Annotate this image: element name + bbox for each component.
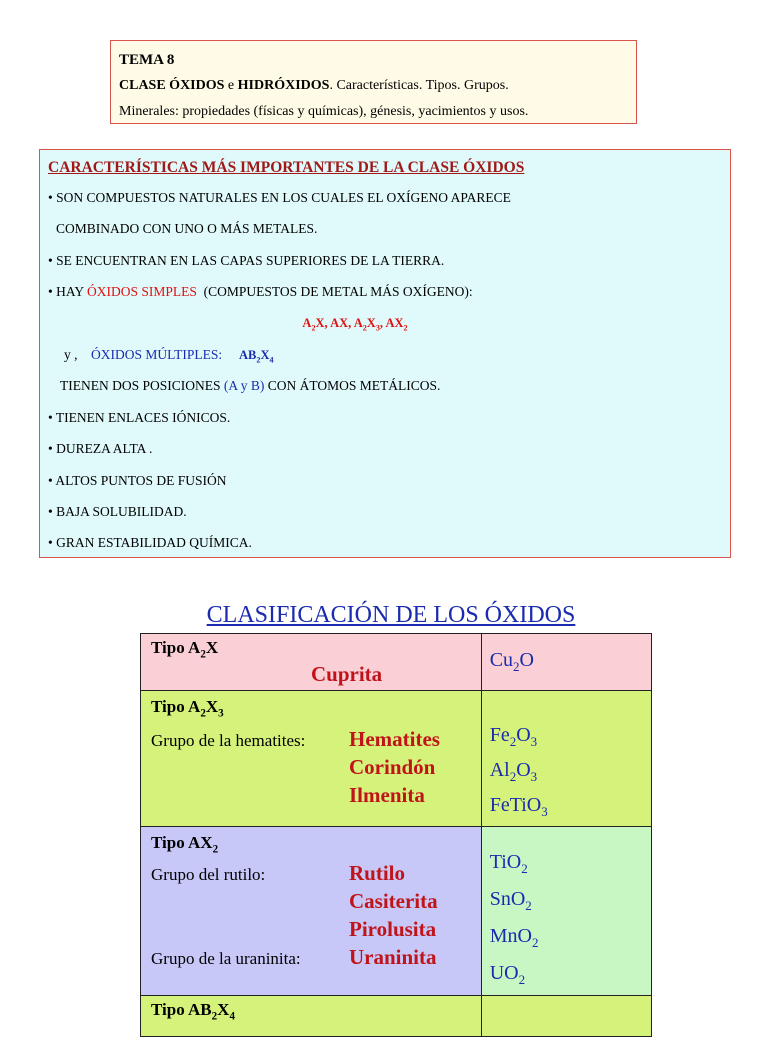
- formula-mno2: MnO$_2$: [489, 925, 539, 950]
- hidroxidos-label: HIDRÓXIDOS: [237, 78, 330, 93]
- formula-uo2: $UO_2$: [489, 962, 526, 987]
- characteristics-title: CARACTERÍSTICAS MÁS IMPORTANTES DE LA CLASE ÓXIDOS: [48, 159, 525, 176]
- classification-title: CLASIFICACIÓN DE LOS ÓXIDOS: [206, 602, 576, 628]
- bullet-5: • DUREZA ALTA .: [48, 441, 153, 457]
- topic-header: [110, 40, 637, 124]
- formula-cell: [481, 996, 651, 1037]
- bullet-1b: COMBINADO CON UNO O MÁS METALES.: [56, 221, 318, 237]
- hematites-group: [141, 725, 481, 809]
- table-row: [141, 996, 652, 1037]
- formula-list: [482, 827, 651, 995]
- bullet-3: [48, 276, 722, 307]
- positions-line: [48, 370, 722, 401]
- table-row: [141, 634, 652, 691]
- group-label: Grupo del rutilo:: [151, 865, 266, 885]
- simple-oxides-label: ÓXIDOS SIMPLES: [86, 284, 197, 300]
- multiple-oxides-line: [48, 339, 722, 370]
- mineral-ilmenita: Ilmenita: [349, 783, 425, 808]
- characteristics-box: [39, 149, 731, 558]
- mineral-corindon: Corindón: [349, 755, 436, 780]
- topic-subtitle: [119, 73, 628, 99]
- formula-al2o3: $Al_2O_3$: [489, 759, 538, 784]
- clase-oxidos-label: CLASE ÓXIDOS: [119, 78, 225, 93]
- tipo-label: Tipo $A_2X_3$: [151, 697, 224, 720]
- mineral-list: [349, 725, 440, 809]
- conjunction: e: [227, 78, 235, 93]
- mineral-hematites: Hematites: [349, 727, 440, 752]
- mineral-uraninita: Uraninita: [349, 945, 437, 970]
- tipo-label: Tipo $AB_2X_4$: [151, 1000, 235, 1023]
- formula-sno2: SnO$_2$: [489, 888, 532, 913]
- mineral-list: [349, 943, 437, 971]
- bullet-1a: • SON COMPUESTOS NATURALES EN LOS CUALES EL OXÍGENO APARECE: [48, 190, 511, 205]
- tipo-ax2-cell: [141, 827, 482, 996]
- group-label: Grupo de la uraninita:: [151, 949, 301, 969]
- rutilo-group: [141, 859, 481, 943]
- mineral-pirolusita: Pirolusita: [349, 917, 437, 942]
- multiple-oxides-label: ÓXIDOS MÚLTIPLES:: [91, 346, 223, 362]
- table-row: [141, 827, 652, 996]
- bullet-3-suffix: (COMPUESTOS DE METAL MÁS OXÍGENO):: [203, 284, 473, 300]
- mineral-rutilo: Rutilo: [349, 861, 406, 886]
- tipo-a2x3-cell: [141, 691, 482, 827]
- bullet-8: • GRAN ESTABILIDAD QUÍMICA.: [48, 535, 252, 551]
- tipo-label: Tipo $A_2X$: [151, 638, 219, 661]
- bullet-6: • ALTOS PUNTOS DE FUSIÓN: [48, 472, 227, 488]
- bullet-3-prefix: • HAY: [48, 284, 87, 300]
- formula-cell: [481, 827, 651, 996]
- formula-cu2o: $Cu_2O$: [489, 649, 534, 674]
- table-row: [141, 691, 652, 827]
- bullet-4: • TIENEN ENLACES IÓNICOS.: [48, 409, 231, 425]
- formula-list: [482, 691, 651, 826]
- tipo-ab2x4-cell: [141, 996, 482, 1037]
- cuprita-wrap: [141, 662, 481, 687]
- formula-cell: [481, 634, 651, 691]
- group-label: Grupo de la hematites:: [151, 731, 306, 751]
- tipo-label: Tipo $AX_2$: [151, 833, 219, 856]
- mineral-casiterita: Casiterita: [349, 889, 438, 914]
- simple-formulas: $A_2X$, AX, $A_2X_3$, $AX_2$: [302, 315, 408, 333]
- formula-fetio3: FeTiO$_3$: [489, 794, 548, 819]
- mineral-cuprita: Cuprita: [311, 662, 383, 687]
- multiple-formula: $AB_2X_4$: [239, 347, 274, 365]
- positions-ab: (A y B): [223, 378, 265, 394]
- bullet-2: • SE ENCUENTRAN EN LAS CAPAS SUPERIORES DE LA TIERRA.: [48, 252, 445, 268]
- topic-minerals-line: Minerales: propiedades (físicas y químicas), génesis, yacimientos y usos.: [119, 104, 529, 119]
- multiple-prefix: y ,: [64, 346, 78, 362]
- formula-cell: [481, 691, 651, 827]
- positions-text-a: TIENEN DOS POSICIONES: [60, 378, 224, 394]
- topic-number: TEMA 8: [119, 52, 175, 68]
- mineral-list: [349, 859, 438, 943]
- tipo-a2x-cell: [141, 634, 482, 691]
- uraninita-group: [141, 943, 481, 971]
- classification-table: [140, 633, 652, 1037]
- topic-details: . Características. Tipos. Grupos.: [329, 78, 509, 93]
- bullet-7: • BAJA SOLUBILIDAD.: [48, 503, 187, 519]
- formula-tio2: TiO$_2$: [489, 851, 528, 876]
- formula-fe2o3: $Fe_2O_3$: [489, 724, 538, 749]
- positions-text-b: CON ÁTOMOS METÁLICOS.: [264, 378, 441, 394]
